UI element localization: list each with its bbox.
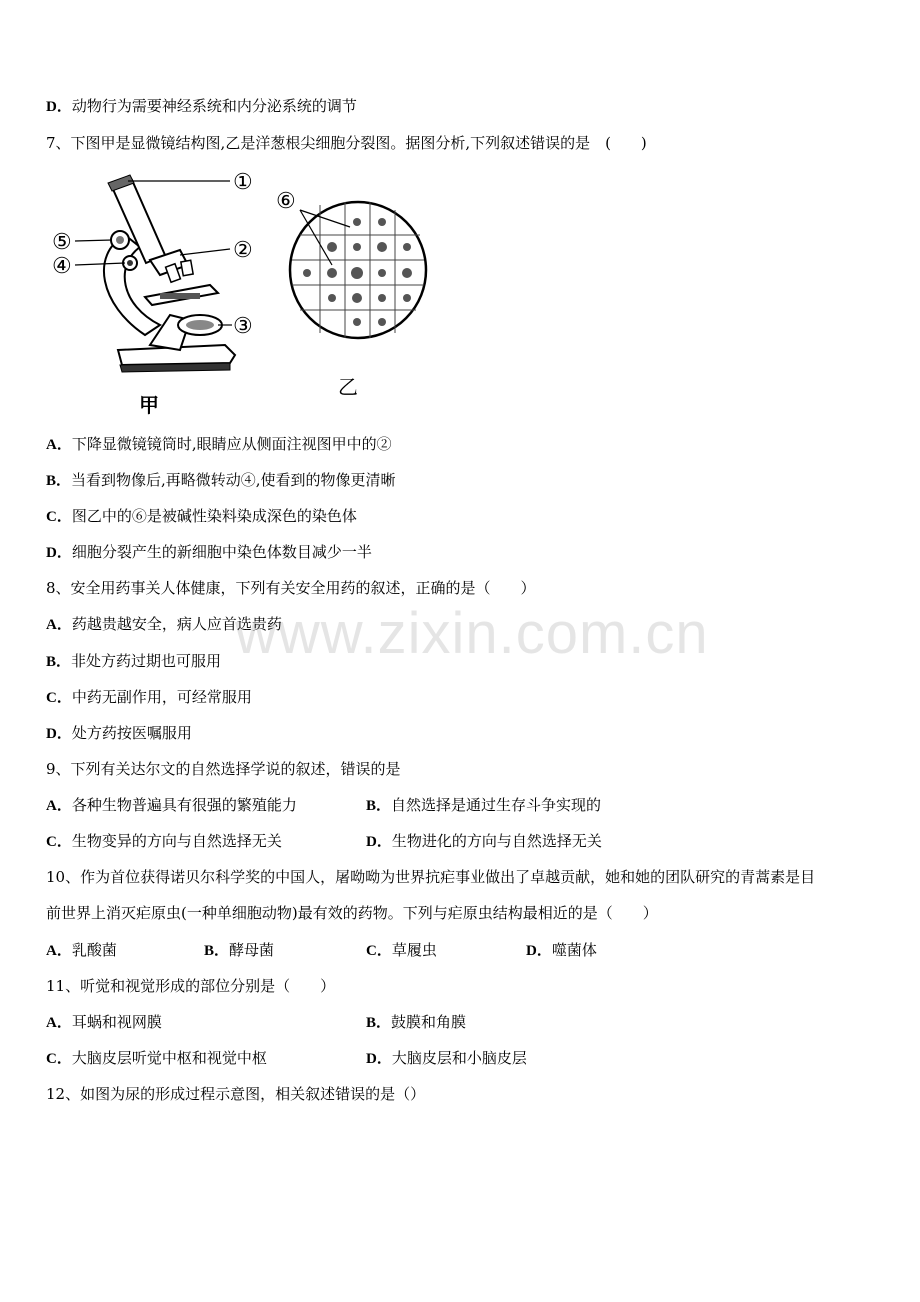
- label-1: ①: [233, 170, 253, 195]
- label-4: ④: [52, 254, 72, 279]
- q10-option-c: [366, 940, 437, 961]
- q7-option-b: [46, 470, 396, 491]
- watermark: www.zixin.com.cn: [235, 601, 709, 666]
- option-text: 非处方药过期也可服用: [71, 652, 222, 670]
- option-text: 图乙中的⑥是被碱性染料染成深色的染色体: [71, 507, 357, 525]
- question-10-line-2: 前世界上消灭疟原虫(一种单细胞动物)最有效的药物。下列与疟原虫结构最相近的是（ ）: [46, 904, 658, 922]
- option-text: 耳蜗和视网膜: [71, 1013, 162, 1031]
- q11-option-b: [366, 1012, 466, 1033]
- option-text: 大脑皮层和小脑皮层: [391, 1049, 527, 1067]
- option-text: 药越贵越安全，病人应首选贵药: [71, 615, 282, 633]
- option-text: 中药无副作用，可经常服用: [71, 688, 252, 706]
- option-text: 当看到物像后,再略微转动④,使看到的物像更清晰: [71, 471, 396, 489]
- q7-option-c: [46, 506, 357, 527]
- option-label: C．: [46, 509, 72, 525]
- q9-option-c: [46, 831, 282, 852]
- q8-option-d: [46, 723, 192, 744]
- option-label: A．: [46, 617, 72, 633]
- question-12: 12、如图为尿的形成过程示意图，相关叙述错误的是（）: [46, 1085, 426, 1103]
- option-text: 酵母菌: [229, 941, 275, 959]
- option-label: B．: [366, 798, 392, 814]
- q6-option-d: [46, 96, 357, 117]
- option-label: D．: [366, 1051, 392, 1067]
- option-label: A．: [46, 943, 72, 959]
- question-9: 9、下列有关达尔文的自然选择学说的叙述，错误的是: [46, 760, 401, 778]
- option-label: B．: [46, 473, 72, 489]
- q10-option-a: [46, 940, 117, 961]
- option-label: B．: [46, 654, 72, 670]
- option-label: C．: [46, 690, 72, 706]
- q11-option-a: [46, 1012, 162, 1033]
- label-2: ②: [233, 238, 253, 263]
- question-8: 8、安全用药事关人体健康，下列有关安全用药的叙述，正确的是（ ）: [46, 579, 536, 597]
- option-text: 生物变异的方向与自然选择无关: [71, 832, 282, 850]
- label-5: ⑤: [52, 230, 72, 255]
- q8-option-c: [46, 687, 252, 708]
- option-label: D．: [46, 545, 72, 561]
- q7-option-d: [46, 542, 372, 563]
- label-6: ⑥: [276, 189, 296, 214]
- option-text: 下降显微镜镜筒时,眼睛应从侧面注视图甲中的②: [71, 435, 392, 453]
- option-text: 生物进化的方向与自然选择无关: [391, 832, 602, 850]
- microscope-diagram: [50, 165, 440, 420]
- question-11: 11、听觉和视觉形成的部位分别是（ ）: [46, 977, 336, 995]
- question-10-line-1: 10、作为首位获得诺贝尔科学奖的中国人，屠呦呦为世界抗疟事业做出了卓越贡献，她和她的团队研究的青蒿素是目: [46, 868, 816, 886]
- option-text: 乳酸菌: [71, 941, 117, 959]
- q7-option-a: [46, 434, 392, 455]
- option-text: 细胞分裂产生的新细胞中染色体数目减少一半: [71, 543, 372, 561]
- option-text: 动物行为需要神经系统和内分泌系统的调节: [71, 97, 357, 115]
- q10-option-d: [526, 940, 597, 961]
- caption-left: 甲: [139, 393, 159, 417]
- option-text: 各种生物普遍具有很强的繁殖能力: [71, 796, 297, 814]
- option-text: 自然选择是通过生存斗争实现的: [391, 796, 602, 814]
- q11-option-c: [46, 1048, 267, 1069]
- option-text: 鼓膜和角膜: [391, 1013, 467, 1031]
- option-label: D．: [366, 834, 392, 850]
- option-label: C．: [366, 943, 392, 959]
- option-label: D．: [526, 943, 552, 959]
- option-label: D．: [46, 726, 72, 742]
- q11-option-d: [366, 1048, 527, 1069]
- microscope-figure: [50, 165, 440, 420]
- option-label: C．: [46, 834, 72, 850]
- q10-option-b: [204, 940, 274, 961]
- option-label: B．: [204, 943, 230, 959]
- option-label: B．: [366, 1015, 392, 1031]
- option-label: A．: [46, 798, 72, 814]
- option-label: C．: [46, 1051, 72, 1067]
- label-3: ③: [233, 314, 253, 339]
- q9-option-b: [366, 795, 601, 816]
- option-text: 噬菌体: [551, 941, 597, 959]
- caption-right: 乙: [338, 375, 358, 399]
- option-text: 处方药按医嘱服用: [71, 724, 192, 742]
- q9-option-a: [46, 795, 297, 816]
- option-text: 大脑皮层听觉中枢和视觉中枢: [71, 1049, 267, 1067]
- option-label: A．: [46, 437, 72, 453]
- q8-option-b: [46, 651, 221, 672]
- question-7: 7、下图甲是显微镜结构图,乙是洋葱根尖细胞分裂图。据图分析,下列叙述错误的是 ( ): [46, 134, 647, 152]
- option-label: A．: [46, 1015, 72, 1031]
- option-text: 草履虫: [391, 941, 437, 959]
- option-label: D．: [46, 99, 72, 115]
- q8-option-a: [46, 614, 282, 635]
- q9-option-d: [366, 831, 602, 852]
